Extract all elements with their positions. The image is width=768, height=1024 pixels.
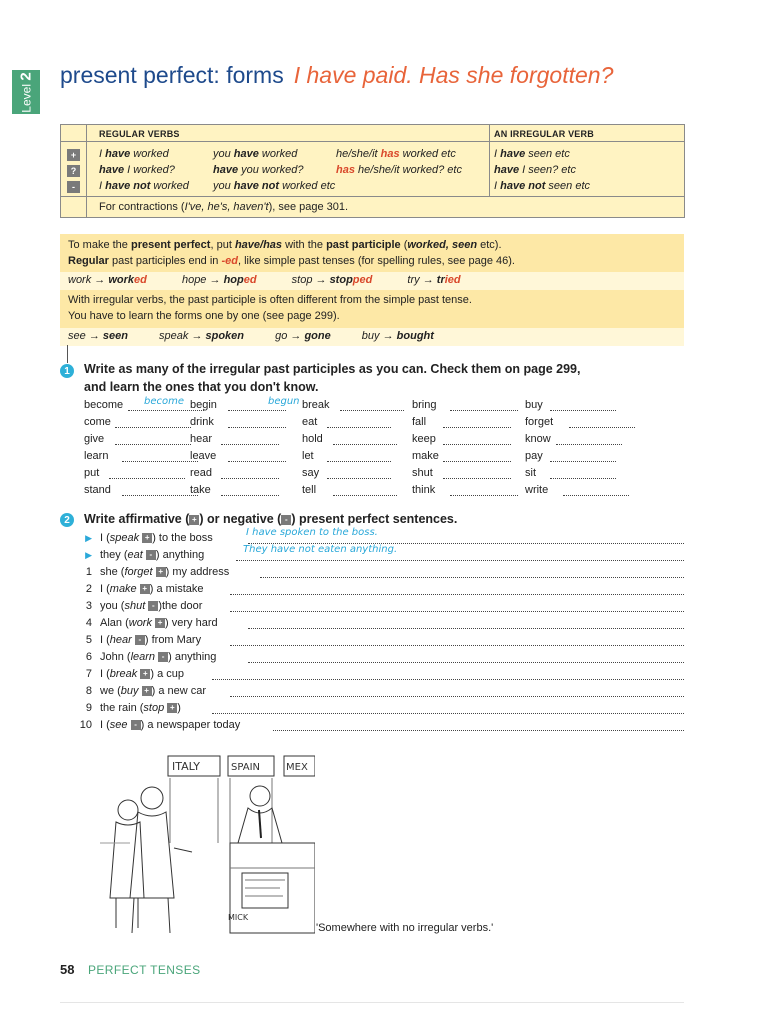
page-number: 58 [60, 962, 75, 977]
verb-word: buy [525, 399, 543, 411]
sentence-item: 2 I (make + ) a mistake [78, 583, 204, 595]
sign-box: + [140, 584, 150, 594]
sentence-item: 5 I (hear - ) from Mary [78, 634, 201, 646]
sentence-item: 10 I (see - ) a newspaper today [79, 719, 241, 731]
header-regular-verbs: REGULAR VERBS [99, 129, 180, 139]
exercise-2-instruction: Write affirmative ( + ) or negative ( - ) present perfect sentences. [84, 512, 458, 526]
level-label: Level [19, 83, 34, 113]
verb-word: come [84, 416, 111, 428]
exercise-1-instruction-line-1: Write as many of the irregular past participles as you can. Check them on page 299, [84, 362, 581, 376]
item-number: 10 [79, 719, 92, 731]
verb-word: leave [190, 450, 217, 462]
item-number: 1 [85, 566, 92, 578]
cartoonist-signature: MICK [228, 913, 249, 922]
sentence-item: ▶ they (eat - ) anything [78, 549, 204, 561]
contractions-note: For contractions (I've, he's, haven't), see page 301. [99, 201, 349, 213]
answer-blank[interactable] [550, 410, 616, 411]
answer-blank[interactable] [443, 444, 511, 445]
verb-word: hear [190, 433, 213, 445]
answer-blank[interactable] [333, 444, 397, 445]
sentence-blank[interactable] [248, 628, 684, 629]
answer-blank[interactable] [122, 495, 198, 496]
sentence-blank[interactable] [230, 611, 684, 612]
minus-symbol: - [67, 181, 80, 193]
verb-word: say [302, 467, 320, 479]
verb-word: put [84, 467, 100, 479]
sentence-blank[interactable] [230, 594, 684, 595]
sign-box: + [155, 618, 165, 628]
verb-word: write [525, 484, 549, 496]
item-number: 2 [85, 583, 92, 595]
exercise-1-number: 1 [60, 364, 74, 378]
answer-blank[interactable] [556, 444, 622, 445]
sign-box: - [148, 601, 158, 611]
verb-word: pay [525, 450, 543, 462]
sentence-blank[interactable] [212, 679, 685, 680]
sign-box: - [158, 652, 168, 662]
answer-blank[interactable] [122, 461, 198, 462]
verb-word: fall [412, 416, 427, 428]
answer-blank[interactable] [450, 495, 518, 496]
table-cell: have I worked? [99, 164, 175, 176]
answer-blank[interactable] [115, 427, 191, 428]
rule-line-2: Regular past participles end in -ed, like simple past tenses (for spelling rules, see page 46). [68, 255, 515, 267]
answer-blank[interactable] [221, 495, 279, 496]
cartoon-illustration [100, 748, 315, 938]
sign-box: + [142, 686, 152, 696]
answer-blank[interactable] [443, 461, 511, 462]
sentence-item: 3 you (shut - )the door [78, 600, 202, 612]
verb-word: bring [412, 399, 437, 411]
sentence-blank[interactable] [236, 560, 684, 561]
sentence-item: ▶ I (speak + ) to the boss [78, 532, 213, 544]
explanation-box [60, 234, 684, 346]
poster-italy-text: ITALY [172, 760, 201, 773]
verb-word: think [412, 484, 436, 496]
sign-box: + [140, 669, 150, 679]
item-number: 5 [85, 634, 92, 646]
handwritten-answer: I have spoken to the boss. [246, 527, 378, 538]
answer-blank[interactable] [327, 427, 391, 428]
rule-line-3: With irregular verbs, the past participle is often different from the simple past tense. [68, 294, 472, 306]
sign-box: - [135, 635, 145, 645]
item-number: ▶ [85, 533, 92, 543]
sentence-item: 8 we (buy + ) a new car [78, 685, 206, 697]
sentence-item: 1 she (forget + ) my address [78, 566, 229, 578]
sign-box: + [167, 703, 177, 713]
item-number: 8 [85, 685, 92, 697]
verb-word: hold [302, 433, 323, 445]
table-cell: I have not worked [99, 180, 189, 192]
answer-begin: begun [268, 396, 300, 407]
sign-box: - [146, 550, 156, 560]
sentence-item: 6 John (learn - ) anything [78, 651, 216, 663]
item-number: ▶ [85, 550, 92, 560]
verb-word: let [302, 450, 314, 462]
verb-word: read [190, 467, 213, 479]
sentence-blank[interactable] [273, 730, 685, 731]
title-main: present perfect: forms [60, 62, 284, 88]
cartoon-caption: 'Somewhere with no irregular verbs.' [316, 922, 494, 934]
irregular-examples: see → seen speak → spoken go → gone buy → bought [68, 330, 434, 342]
table-cell: I have worked [99, 148, 169, 160]
exercise-2-number: 2 [60, 513, 74, 527]
sentence-item: 9 the rain (stop + ) [78, 702, 181, 714]
verb-word: learn [84, 450, 109, 462]
rule-line-1: To make the present perfect, put have/has with the past participle (worked, seen etc). [68, 239, 502, 251]
sign-box: + [156, 567, 166, 577]
table-cell: I have seen etc [494, 148, 570, 160]
answer-blank[interactable] [550, 461, 616, 462]
sign-box: - [131, 720, 141, 730]
answer-blank[interactable] [221, 478, 279, 479]
sign-box: + [142, 533, 152, 543]
answer-blank[interactable] [450, 410, 518, 411]
level-tab [12, 70, 40, 114]
table-cell: he/she/it has worked etc [336, 148, 456, 160]
table-cell: you have worked [213, 148, 298, 160]
answer-blank[interactable] [333, 495, 397, 496]
item-number: 7 [85, 668, 92, 680]
verb-word: eat [302, 416, 318, 428]
plus-symbol: + [67, 149, 80, 161]
title-examples: I have paid. Has she forgotten? [293, 62, 614, 88]
sentence-item: 7 I (break + ) a cup [78, 668, 184, 680]
verb-word: shut [412, 467, 433, 479]
answer-blank[interactable] [228, 461, 286, 462]
answer-blank[interactable] [443, 478, 511, 479]
sentence-item: 4 Alan (work + ) very hard [78, 617, 218, 629]
verb-word: break [302, 399, 330, 411]
verb-word: drink [190, 416, 214, 428]
answer-blank[interactable] [115, 444, 191, 445]
verb-word: become [84, 399, 124, 411]
sentence-blank[interactable] [260, 577, 684, 578]
regular-examples: work → worked hope → hoped stop → stopped try → tried [68, 274, 461, 286]
answer-become: become [144, 396, 185, 407]
answer-blank[interactable] [228, 410, 286, 411]
answer-blank[interactable] [443, 427, 511, 428]
answer-blank[interactable] [550, 478, 616, 479]
verb-word: know [525, 433, 551, 445]
handwritten-answer: They have not eaten anything. [243, 544, 398, 555]
answer-blank[interactable] [327, 478, 391, 479]
rule-line-4: You have to learn the forms one by one (see page 299). [68, 310, 340, 322]
table-cell: have I seen? etc [494, 164, 576, 176]
poster-mex-text: MEX [286, 762, 308, 773]
answer-blank[interactable] [563, 495, 629, 496]
header-irregular-verb: AN IRREGULAR VERB [494, 129, 594, 139]
verb-word: sit [525, 467, 536, 479]
table-cell: has he/she/it worked? etc [336, 164, 462, 176]
verb-word: give [84, 433, 105, 445]
forms-table [60, 124, 685, 218]
poster-spain-text: SPAIN [231, 762, 261, 773]
verb-word: begin [190, 399, 217, 411]
exercise-1-instruction-line-2: and learn the ones that you don't know. [84, 380, 319, 394]
sentence-blank[interactable] [230, 696, 684, 697]
answer-blank[interactable] [340, 410, 404, 411]
item-number: 4 [85, 617, 92, 629]
answer-blank[interactable] [569, 427, 635, 428]
sentence-blank[interactable] [248, 662, 684, 663]
answer-blank[interactable] [327, 461, 391, 462]
question-symbol: ? [67, 165, 80, 177]
verb-word: keep [412, 433, 436, 445]
item-number: 9 [85, 702, 92, 714]
verb-word: take [190, 484, 211, 496]
verb-word: forget [525, 416, 554, 428]
verb-word: stand [84, 484, 111, 496]
section-name: PERFECT TENSES [88, 963, 201, 977]
item-number: 3 [85, 600, 92, 612]
sentence-blank[interactable] [230, 645, 684, 646]
verb-word: tell [302, 484, 317, 496]
footer-rule [60, 1002, 684, 1003]
answer-blank[interactable] [228, 427, 286, 428]
item-number: 6 [85, 651, 92, 663]
page-title [60, 62, 613, 89]
verb-word: make [412, 450, 439, 462]
sentence-blank[interactable] [212, 713, 685, 714]
answer-blank[interactable] [109, 478, 185, 479]
answer-blank[interactable] [221, 444, 279, 445]
level-number: 2 [17, 71, 35, 81]
table-cell: have you worked? [213, 164, 304, 176]
table-cell: you have not worked etc [213, 180, 336, 192]
table-cell: I have not seen etc [494, 180, 590, 192]
connector-line [67, 345, 68, 363]
